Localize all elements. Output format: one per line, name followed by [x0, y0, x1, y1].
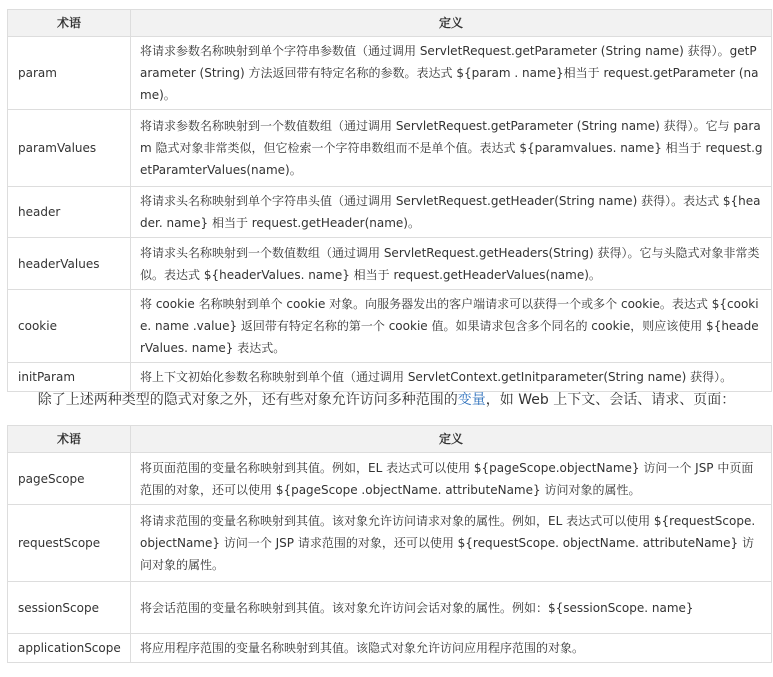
definition-cell: 将请求参数名称映射到单个字符串参数值（通过调用 ServletRequest.getParameter (String name) 获得）。getParameter (String) 方法返回带有特定名称的参数。表达式 ${param . name}相当于 request.getParameter (name)。	[131, 37, 772, 110]
table-row	[8, 582, 772, 634]
table-row	[8, 187, 772, 238]
definition-cell: 将请求范围的变量名称映射到其值。该对象允许访问请求对象的属性。例如，EL 表达式可以使用 ${requestScope. objectName} 访问一个 JSP 请求范围的对象，还可以使用 ${requestScope. objectName. attributeName} 访问对象的属性。	[131, 505, 772, 582]
table-row	[8, 363, 772, 392]
implicit-objects-table-2	[7, 425, 772, 663]
column-header-term: 术语	[8, 426, 131, 453]
term-cell: applicationScope	[8, 634, 131, 663]
term-cell: initParam	[8, 363, 131, 392]
table-row	[8, 290, 772, 363]
intro-text-after: ，如 Web 上下文、会话、请求、页面：	[485, 392, 736, 408]
term-cell: param	[8, 37, 131, 110]
table-row	[8, 238, 772, 290]
intro-text-before: 除了上述两种类型的隐式对象之外，还有些对象允许访问多种范围的	[37, 392, 458, 408]
table-row	[8, 505, 772, 582]
definition-cell: 将 cookie 名称映射到单个 cookie 对象。向服务器发出的客户端请求可以获得一个或多个 cookie。表达式 ${cookie. name .value} 返回带有特定名称的第一个 cookie 值。如果请求包含多个同名的 cookie，则应该使用 ${headerValues. name} 表达式。	[131, 290, 772, 363]
definition-cell: 将上下文初始化参数名称映射到单个值（通过调用 ServletContext.getInitparameter(String name) 获得）。	[131, 363, 772, 392]
intro-paragraph	[0, 389, 773, 411]
table-header-row	[8, 426, 772, 453]
implicit-objects-table-1	[7, 9, 772, 392]
table-row	[8, 37, 772, 110]
definition-cell: 将应用程序范围的变量名称映射到其值。该隐式对象允许访问应用程序范围的对象。	[131, 634, 772, 663]
column-header-definition: 定义	[131, 10, 772, 37]
definition-cell: 将会话范围的变量名称映射到其值。该对象允许访问会话对象的属性。例如：${sessionScope. name}	[131, 582, 772, 634]
term-cell: header	[8, 187, 131, 238]
table-row	[8, 634, 772, 663]
definition-cell: 将请求头名称映射到单个字符串头值（通过调用 ServletRequest.getHeader(String name) 获得）。表达式 ${header. name} 相当于 request.getHeader(name)。	[131, 187, 772, 238]
term-cell: cookie	[8, 290, 131, 363]
definition-cell: 将请求参数名称映射到一个数值数组（通过调用 ServletRequest.getParameter (String name) 获得）。它与 param 隐式对象非常类似，但它检索一个字符串数组而不是单个值。表达式 ${paramvalues. name} 相当于 request.getParamterValues(name)。	[131, 110, 772, 187]
definition-cell: 将请求头名称映射到一个数值数组（通过调用 ServletRequest.getHeaders(String) 获得）。它与头隐式对象非常类似。表达式 ${headerValues. name} 相当于 request.getHeaderValues(name)。	[131, 238, 772, 290]
column-header-term: 术语	[8, 10, 131, 37]
variable-link[interactable]: 变量	[457, 392, 486, 408]
table-header-row	[8, 10, 772, 37]
definition-cell: 将页面范围的变量名称映射到其值。例如，EL 表达式可以使用 ${pageScope.objectName} 访问一个 JSP 中页面范围的对象，还可以使用 ${pageScope .objectName. attributeName} 访问对象的属性。	[131, 453, 772, 505]
term-cell: pageScope	[8, 453, 131, 505]
table-row	[8, 110, 772, 187]
column-header-definition: 定义	[131, 426, 772, 453]
term-cell: sessionScope	[8, 582, 131, 634]
term-cell: headerValues	[8, 238, 131, 290]
term-cell: paramValues	[8, 110, 131, 187]
term-cell: requestScope	[8, 505, 131, 582]
table-row	[8, 453, 772, 505]
